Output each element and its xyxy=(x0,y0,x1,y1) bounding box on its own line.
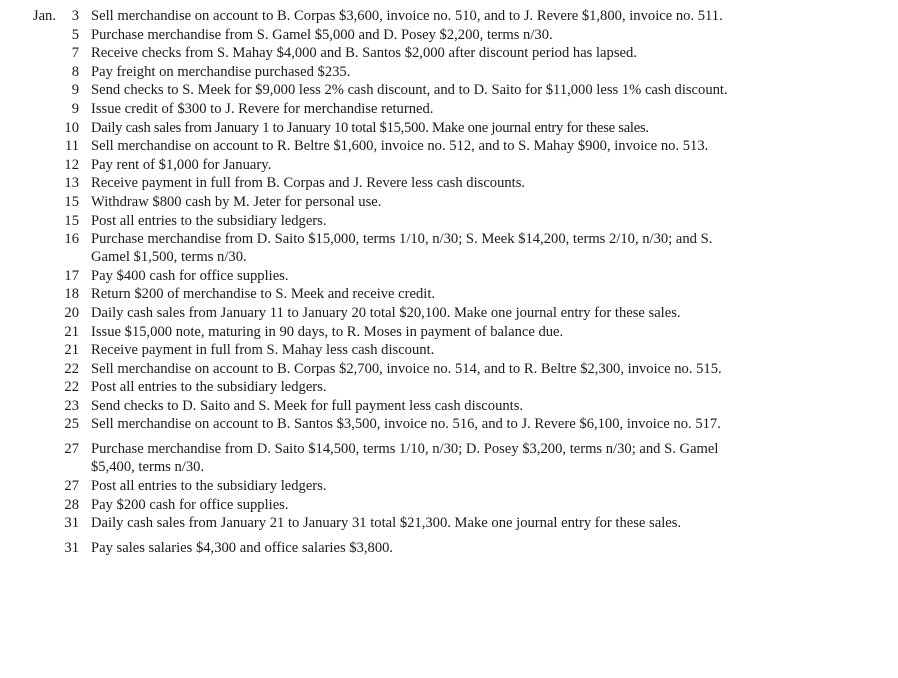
transaction-description: Purchase merchandise from D. Saito $14,500, terms 1/10, n/30; D. Posey $3,200, terms n/30; and S. Gamel $5,400, terms n/30. xyxy=(91,441,719,476)
transaction-description: Withdraw $800 cash by M. Jeter for personal use. xyxy=(91,193,382,210)
transaction-description: Sell merchandise on account to B. Corpas $3,600, invoice no. 510, and to J. Revere $1,800, invoice no. 511. xyxy=(91,8,723,24)
transaction-entry xyxy=(0,341,898,359)
transaction-entry xyxy=(0,496,898,514)
transaction-entry xyxy=(0,360,898,378)
transaction-description: Send checks to D. Saito and S. Meek for full payment less cash discounts. xyxy=(91,397,524,414)
transaction-description: Return $200 of merchandise to S. Meek and receive credit. xyxy=(91,286,436,303)
transaction-description: Pay $400 cash for office supplies. xyxy=(91,267,289,284)
transaction-description: Sell merchandise on account to B. Corpas $2,700, invoice no. 514, and to R. Beltre $2,300, invoice no. 515. xyxy=(91,360,722,377)
transaction-day: 12 xyxy=(64,156,79,173)
transaction-day: 22 xyxy=(64,379,79,396)
transaction-entry xyxy=(0,63,898,81)
transaction-list xyxy=(0,7,898,558)
transaction-day: 22 xyxy=(64,360,79,377)
transaction-description: Send checks to S. Meek for $9,000 less 2% cash discount, and to D. Saito for $11,000 less 1% cash discount. xyxy=(91,82,728,99)
transaction-day: 23 xyxy=(64,397,79,414)
transaction-description: Daily cash sales from January 21 to January 31 total $21,300. Make one journal entry for these sales. xyxy=(91,515,682,532)
transaction-description: Purchase merchandise from D. Saito $15,000, terms 1/10, n/30; S. Meek $14,200, terms 2/10, n/30; and S. Gamel $1,500, terms n/30. xyxy=(91,231,713,266)
transaction-entry xyxy=(0,174,898,192)
transaction-entry xyxy=(0,81,898,99)
transaction-entry xyxy=(0,323,898,341)
transaction-entry xyxy=(0,440,898,476)
transaction-entry xyxy=(0,26,898,44)
transaction-entry xyxy=(0,137,898,155)
transaction-entry xyxy=(0,156,898,174)
transaction-entry xyxy=(0,193,898,211)
transaction-description: Sell merchandise on account to B. Santos $3,500, invoice no. 516, and to J. Revere $6,100, invoice no. 517. xyxy=(91,416,721,433)
transaction-day: 7 xyxy=(71,45,79,62)
transaction-entry xyxy=(0,304,898,322)
transaction-description: Post all entries to the subsidiary ledgers. xyxy=(91,379,327,396)
transaction-entry xyxy=(0,100,898,118)
transaction-day: 20 xyxy=(64,304,79,321)
transaction-description: Pay $200 cash for office supplies. xyxy=(91,496,289,513)
transaction-entry xyxy=(0,539,898,557)
transaction-day: 21 xyxy=(64,323,79,340)
transaction-description: Daily cash sales from January 11 to January 20 total $20,100. Make one journal entry for these sales. xyxy=(91,304,681,321)
transaction-description: Receive checks from S. Mahay $4,000 and B. Santos $2,000 after discount period has lapsed. xyxy=(91,45,637,62)
transaction-day: 9 xyxy=(71,82,79,99)
transaction-day: 15 xyxy=(64,212,79,229)
transaction-day: 9 xyxy=(71,100,79,117)
transaction-description: Issue $15,000 note, maturing in 90 days, to R. Moses in payment of balance due. xyxy=(91,323,564,340)
transaction-day: 3 xyxy=(71,8,79,24)
transaction-entry xyxy=(0,212,898,230)
transaction-description: Receive payment in full from S. Mahay less cash discount. xyxy=(91,342,435,359)
transaction-entry xyxy=(0,285,898,303)
transaction-entry xyxy=(0,415,898,433)
transaction-day: 16 xyxy=(64,231,79,248)
transaction-entry xyxy=(0,119,898,137)
transaction-description: Daily cash sales from January 1 to January 10 total $15,500. Make one journal entry for these sales. xyxy=(91,119,649,136)
transaction-description: Post all entries to the subsidiary ledgers. xyxy=(91,478,327,495)
transaction-entry xyxy=(0,44,898,62)
transaction-day: 25 xyxy=(64,416,79,433)
transaction-day: 8 xyxy=(71,63,79,80)
transaction-description: Post all entries to the subsidiary ledgers. xyxy=(91,212,327,229)
month-label: Jan. xyxy=(32,8,56,24)
transaction-description: Pay freight on merchandise purchased $235. xyxy=(91,63,351,80)
transaction-day: 10 xyxy=(64,119,79,136)
transaction-entry xyxy=(0,477,898,495)
transaction-entry xyxy=(0,267,898,285)
transaction-day: 5 xyxy=(71,26,79,43)
transaction-day: 27 xyxy=(64,478,79,495)
transaction-entry xyxy=(0,397,898,415)
transaction-description: Pay sales salaries $4,300 and office salaries $3,800. xyxy=(91,540,394,557)
transaction-day: 21 xyxy=(64,342,79,359)
transaction-description: Pay rent of $1,000 for January. xyxy=(91,156,272,173)
transaction-day: 15 xyxy=(64,193,79,210)
transaction-description: Purchase merchandise from S. Gamel $5,000 and D. Posey $2,200, terms n/30. xyxy=(91,26,553,43)
transaction-description: Issue credit of $300 to J. Revere for merchandise returned. xyxy=(91,100,434,117)
transaction-entry xyxy=(0,378,898,396)
transaction-description: Receive payment in full from B. Corpas and J. Revere less cash discounts. xyxy=(91,175,526,192)
transaction-day: 31 xyxy=(64,540,79,557)
transaction-day: 17 xyxy=(64,267,79,284)
transaction-day: 27 xyxy=(64,441,79,458)
transaction-day: 11 xyxy=(64,138,79,155)
transaction-day: 31 xyxy=(64,515,79,532)
transaction-entry xyxy=(0,514,898,532)
transaction-entry xyxy=(0,7,898,25)
transaction-day: 13 xyxy=(64,175,79,192)
transaction-day: 18 xyxy=(64,286,79,303)
transaction-day: 28 xyxy=(64,496,79,513)
transaction-description: Sell merchandise on account to R. Beltre $1,600, invoice no. 512, and to S. Mahay $900, invoice no. 513. xyxy=(91,138,709,155)
transaction-entry xyxy=(0,230,898,266)
